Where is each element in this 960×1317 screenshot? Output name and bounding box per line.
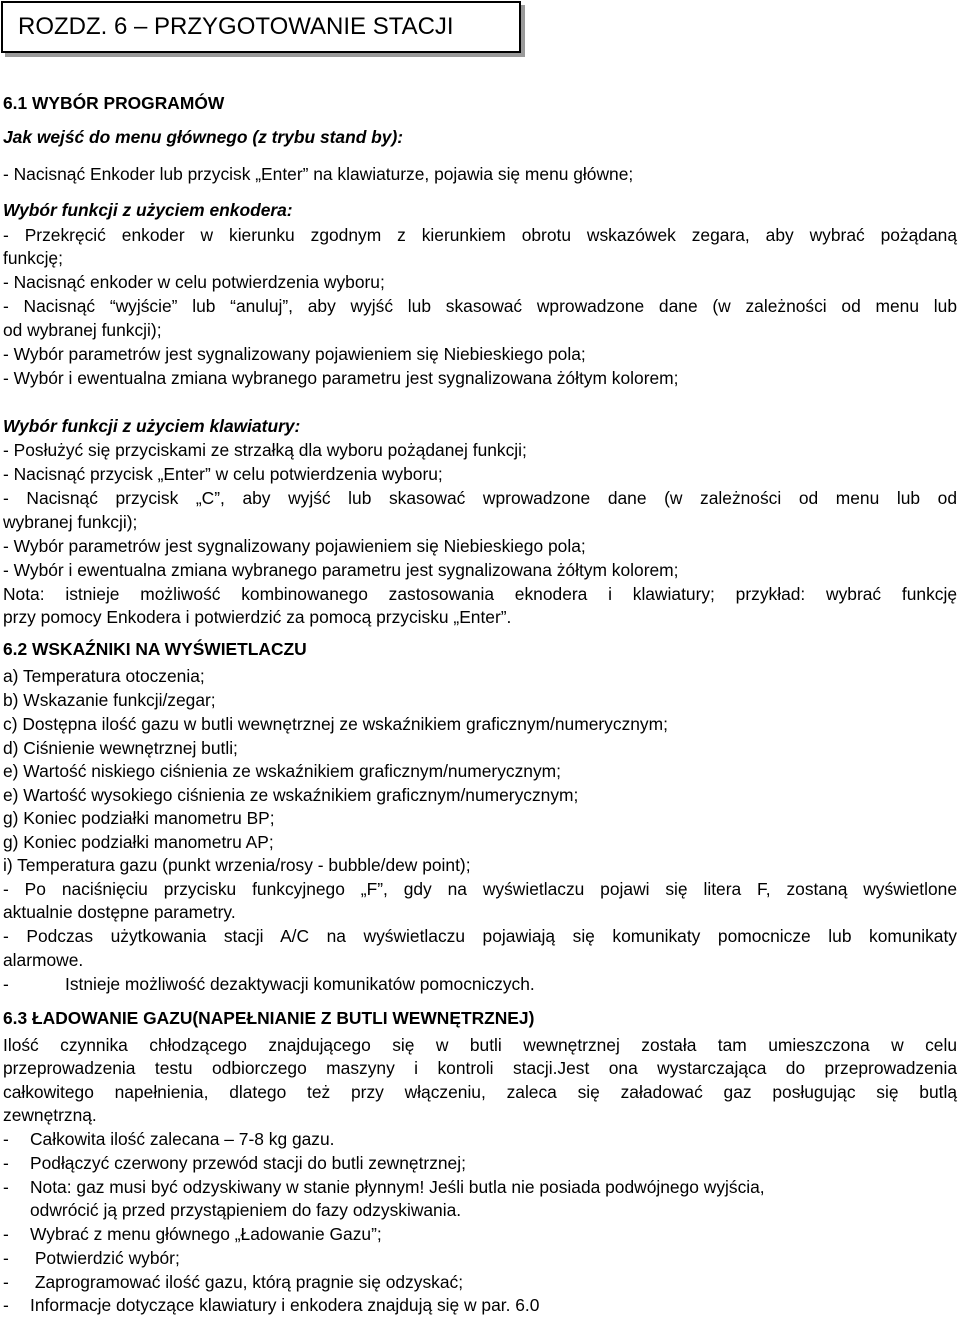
paragraph-line: - Posłużyć się przyciskami ze strzałką dla wyboru pożądanej funkcji; (3, 440, 527, 460)
list-item: c) Dostępna ilość gazu w butli wewnętrznej ze wskaźnikiem graficznym/numerycznym; (3, 714, 668, 734)
subheading-keyboard: Wybór funkcji z użyciem klawiatury: (3, 416, 301, 436)
chapter-title: ROZDZ. 6 – PRZYGOTOWANIE STACJI (18, 13, 454, 40)
section-heading-6-1: 6.1 WYBÓR PROGRAMÓW (3, 93, 225, 113)
nota-line: Nota: istnieje możliwość kombinowanego zastosowania eknodera i klawiatury; przykład: wybrać funkcję (3, 584, 957, 604)
paragraph-line: aktualnie dostępne parametry. (3, 902, 236, 922)
bullet-dash: - (3, 974, 9, 994)
subheading-encoder: Wybór funkcji z użyciem enkodera: (3, 200, 293, 220)
list-item (3, 1222, 382, 1246)
paragraph-line: - Nacisnąć Enkoder lub przycisk „Enter” na klawiaturze, pojawia się menu główne; (3, 164, 634, 184)
list-item: a) Temperatura otoczenia; (3, 666, 205, 686)
paragraph-line: przeprowadzenia testu odbiorczego maszyny i kontroli stacji.Jest ona wystarczająca do przeprowadzenia (3, 1058, 957, 1078)
paragraph-line: - Nacisnąć przycisk „Enter” w celu potwierdzenia wyboru; (3, 464, 443, 484)
bullet-dash: - (3, 1224, 9, 1244)
paragraph-line: - Przekręcić enkoder w kierunku zgodnym z kierunkiem obrotu wskazówek zegara, aby wybrać pożądaną (3, 225, 957, 245)
list-item: b) Wskazanie funkcji/zegar; (3, 690, 216, 710)
paragraph-line: - Wybór i ewentualna zmiana wybranego parametru jest sygnalizowana żółtym kolorem; (3, 368, 679, 388)
list-item-text: Podłączyć czerwony przewód stacji do butli zewnętrznej; (30, 1153, 466, 1173)
list-item (3, 1270, 463, 1294)
paragraph-line: Ilość czynnika chłodzącego znajdującego się w butli wewnętrznej została tam umieszczona w celu (3, 1035, 957, 1055)
paragraph-line: wybranej funkcji); (3, 512, 138, 532)
nota-line: przy pomocy Enkodera i potwierdzić za pomocą przycisku „Enter”. (3, 607, 512, 627)
paragraph-line: od wybranej funkcji); (3, 320, 162, 340)
list-item: d) Ciśnienie wewnętrznej butli; (3, 738, 238, 758)
section-heading-6-3: 6.3 ŁADOWANIE GAZU(NAPEŁNIANIE Z BUTLI WEWNĘTRZNEJ) (3, 1008, 535, 1028)
list-item-text: Wybrać z menu głównego „Ładowanie Gazu”; (30, 1224, 382, 1244)
list-item-text: Zaprogramować ilość gazu, którą pragnie się odzyskać; (30, 1272, 464, 1292)
list-item (3, 1293, 539, 1317)
paragraph-line: zewnętrzną. (3, 1105, 97, 1125)
paragraph-line: funkcję; (3, 248, 63, 268)
list-item: e) Wartość niskiego ciśnienia ze wskaźnikiem graficznym/numerycznym; (3, 761, 561, 781)
list-item (3, 1246, 180, 1270)
list-item-text: Informacje dotyczące klawiatury i enkodera znajdują się w par. 6.0 (30, 1295, 540, 1315)
bullet-dash: - (3, 1295, 9, 1315)
paragraph-text: Istnieje możliwość dezaktywacji komunikatów pomocniczych. (65, 974, 535, 994)
bullet-dash: - (3, 1129, 9, 1149)
list-item: g) Koniec podziałki manometru AP; (3, 832, 274, 852)
list-item-text: odwrócić ją przed przystąpieniem do fazy odzyskiwania. (30, 1200, 462, 1220)
paragraph-line: - Nacisnąć “wyjście” lub “anuluj”, aby wyjść lub skasować wprowadzone dane (w zależności od menu lub (3, 296, 957, 316)
chapter-title-box (1, 1, 521, 53)
paragraph-line: - Podczas użytkowania stacji A/C na wyświetlaczu pojawiają się komunikaty pomocnicze lub komunikaty (3, 926, 957, 946)
paragraph-line: - Po naciśnięciu przycisku funkcyjnego „F”, gdy na wyświetlaczu pojawi się litera F, zostaną wyświetlone (3, 879, 957, 899)
bullet-dash: - (3, 1153, 9, 1173)
list-item (3, 1198, 461, 1222)
list-item (3, 1175, 765, 1199)
paragraph-line: - Wybór parametrów jest sygnalizowany pojawieniem się Niebieskiego pola; (3, 344, 586, 364)
list-item-text: Potwierdzić wybór; (30, 1248, 180, 1268)
list-item: i) Temperatura gazu (punkt wrzenia/rosy - bubble/dew point); (3, 855, 471, 875)
paragraph-line: - Wybór i ewentualna zmiana wybranego parametru jest sygnalizowana żółtym kolorem; (3, 560, 679, 580)
paragraph-line: - Nacisnąć enkoder w celu potwierdzenia wyboru; (3, 272, 385, 292)
paragraph-line: całkowitego napełnienia, dlatego też przy włączeniu, zaleca się załadować gaz posługując się butlą (3, 1082, 957, 1102)
section-heading-6-2: 6.2 WSKAŹNIKI NA WYŚWIETLACZU (3, 639, 307, 659)
paragraph-line (3, 972, 535, 996)
bullet-dash: - (3, 1272, 9, 1292)
bullet-dash: - (3, 1177, 9, 1197)
list-item-text: Nota: gaz musi być odzyskiwany w stanie płynnym! Jeśli butla nie posiada podwójnego wyjścia, (30, 1177, 765, 1197)
bullet-dash: - (3, 1248, 9, 1268)
list-item (3, 1151, 466, 1175)
paragraph-line: alarmowe. (3, 950, 84, 970)
subheading-main-menu: Jak wejść do menu głównego (z trybu stand by): (3, 127, 404, 147)
list-item (3, 1127, 335, 1151)
paragraph-line: - Wybór parametrów jest sygnalizowany pojawieniem się Niebieskiego pola; (3, 536, 586, 556)
list-item-text: Całkowita ilość zalecana – 7-8 kg gazu. (30, 1129, 335, 1149)
list-item: g) Koniec podziałki manometru BP; (3, 808, 275, 828)
paragraph-line: - Nacisnąć przycisk „C”, aby wyjść lub skasować wprowadzone dane (w zależności od menu lub od (3, 488, 957, 508)
list-item: e) Wartość wysokiego ciśnienia ze wskaźnikiem graficznym/numerycznym; (3, 785, 579, 805)
